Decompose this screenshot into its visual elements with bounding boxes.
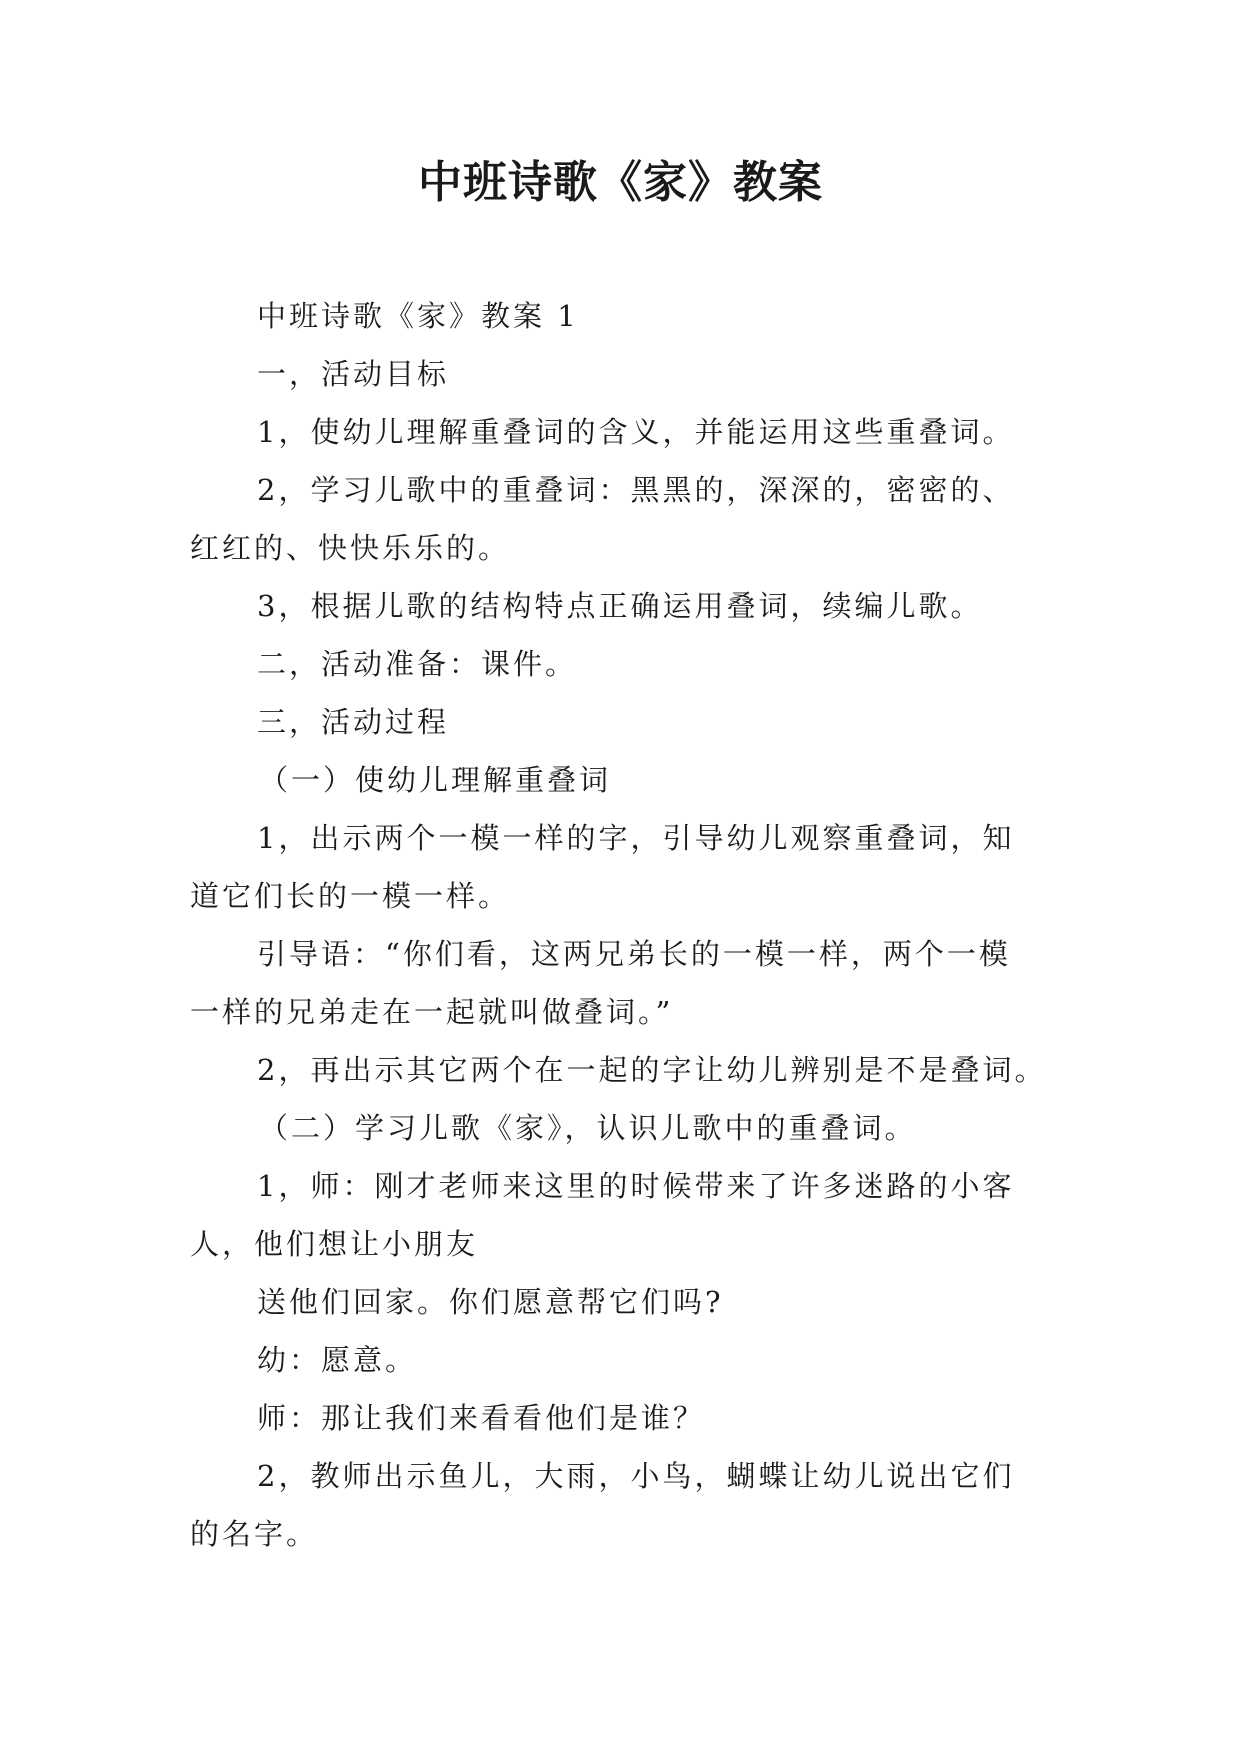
paragraph-line: 1，师：刚才老师来这里的时候带来了许多迷路的小客 [257,1169,1015,1203]
paragraph-line: 一样的兄弟走在一起就叫做叠词。” [190,995,674,1029]
paragraph-line: 1，出示两个一模一样的字，引导幼儿观察重叠词，知 [257,821,1015,855]
paragraph-line: 人，他们想让小朋友 [190,1227,479,1261]
paragraph-line: 红红的、快快乐乐的。 [190,531,511,565]
paragraph-line: 2，教师出示鱼儿，大雨，小鸟，蝴蝶让幼儿说出它们 [257,1459,1015,1493]
paragraph-line: 的名字。 [190,1517,319,1551]
paragraph-line: 道它们长的一模一样。 [190,879,511,913]
paragraph-line: 3，根据儿歌的结构特点正确运用叠词，续编儿歌。 [257,589,983,623]
paragraph-line: 三，活动过程 [257,705,450,739]
paragraph-line: 送他们回家。你们愿意帮它们吗? [257,1285,724,1319]
paragraph-line: 师：那让我们来看看他们是谁？ [257,1401,706,1435]
paragraph-line: 2，再出示其它两个在一起的字让幼儿辨别是不是叠词。 [257,1053,1047,1087]
paragraph-line: 1，使幼儿理解重叠词的含义，并能运用这些重叠词。 [257,415,1015,449]
section-heading: 中班诗歌《家》教案 1 [257,299,579,333]
paragraph-line: （二）学习儿歌《家》，认识儿歌中的重叠词。 [259,1111,917,1145]
paragraph-line: 2，学习儿歌中的重叠词：黑黑的，深深的，密密的、 [257,473,1015,507]
paragraph-line: 二，活动准备：课件。 [257,647,578,681]
paragraph-line: 一，活动目标 [257,357,450,391]
paragraph-line: （一）使幼儿理解重叠词 [259,763,612,797]
paragraph-line: 幼：愿意。 [257,1343,418,1377]
paragraph-line: 引导语：“你们看，这两兄弟长的一模一样，两个一模 [257,937,1011,971]
document-title: 中班诗歌《家》教案 [418,157,823,208]
